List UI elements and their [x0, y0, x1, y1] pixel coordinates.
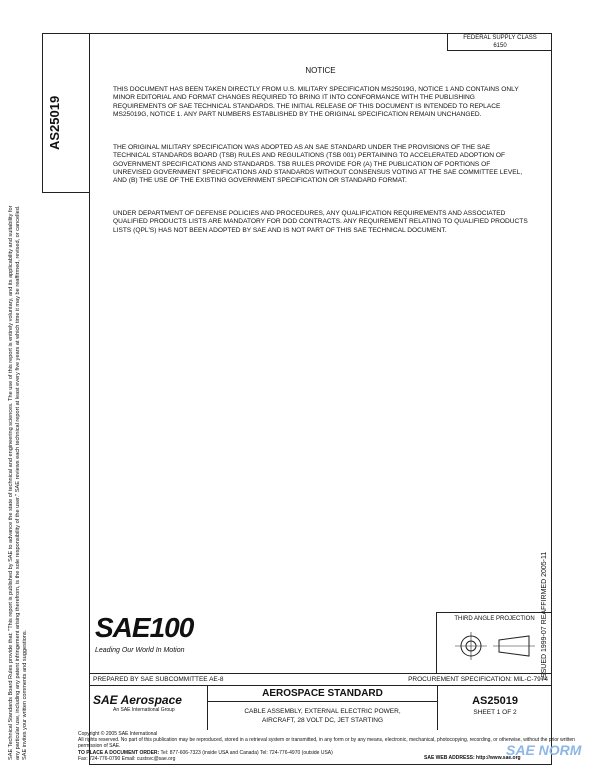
prepared-by: PREPARED BY SAE SUBCOMMITTEE AE-8	[93, 676, 224, 683]
issued-reaffirmed-stamp: ISSUED 1999-07 REAFFIRMED 2005-11	[541, 551, 548, 680]
sae100-logo: SAE100	[95, 612, 194, 643]
footer-copyright: Copyright © 2005 SAE International	[78, 731, 158, 737]
notice-title: NOTICE	[305, 66, 336, 75]
footer-fax: Fax: 724-776-0790	[78, 755, 121, 762]
logo-tagline: Leading Our World In Motion	[95, 647, 185, 654]
notice-paragraph-2: THE ORIGINAL MILITARY SPECIFICATION WAS ADOPTED AS AN SAE STANDARD UNDER THE PROVISIONS OF THE SAE TECHNICAL STANDARDS BOARD (TSB) RULES AND REGULATIONS (TSB 001) PERTAINING TO ACCELERATED ADOPTION OF GOVERNMENT SPECIFICATIONS AND STANDARDS. TSB RULES PROVIDE FOR (A) THE PUBLICATION OF PORTIONS OF UNREVISED GOVERNMENT SPECIFICATIONS AND STANDARDS WITHOUT CONSENSUS VOTING AT THE SAE COMMITTEE LEVEL, AND (B) THE USE OF THE EXISTING GOVERNMENT SPECIFICATION OR STANDARD FORMAT.	[113, 144, 523, 185]
footer-web-address[interactable]: SAE WEB ADDRESS: http://www.sae.org	[424, 755, 521, 761]
procurement-spec: PROCUREMENT SPECIFICATION: MIL-C-7974	[408, 676, 548, 683]
federal-supply-class-value: 6150	[493, 43, 507, 49]
projection-symbol-icon	[437, 622, 553, 666]
sheet-number: SHEET 1 OF 2	[473, 709, 517, 716]
footer-order-label: TO PLACE A DOCUMENT ORDER:	[78, 749, 160, 756]
doc-number-vertical: AS25019	[47, 95, 62, 150]
third-angle-label: THIRD ANGLE PROJECTION	[454, 616, 535, 622]
footer-tel2: Tel: 724-776-4970 (outside USA)	[259, 749, 333, 756]
disclaimer-vertical: SAE Technical Standards Board Rules provide that: "This report is published by SAE to advance the state of technical and engineering sciences. The use of this report is entirely voluntary, and its applicability and suitability for any particular use, including any patent infringement arising therefrom, is the sole responsibility of the user." SAE reviews each technical report at least every five years at which time it may be reaffirmed, revised, or cancelled. SAE invites your written comments and suggestions.	[8, 205, 29, 760]
standard-title-box	[208, 685, 437, 730]
footer-rights: All rights reserved. No part of this publication may be reproduced, stored in a retrieval system or transmitted, in any form or by any means, electronic, mechanical, photocopying, recording, or otherwise, without the prior written permission of SAE.	[78, 737, 575, 750]
sae-aerospace-sub: An SAE International Group	[113, 707, 175, 713]
footer-tel1: Tel: 877-606-7323 (inside USA and Canada)	[160, 749, 259, 756]
standard-description	[208, 707, 437, 725]
standard-number-box	[437, 685, 552, 730]
standard-desc-line-2: AIRCRAFT, 28 VOLT DC, JET STARTING	[261, 717, 384, 724]
sae-aerospace-box	[89, 685, 208, 730]
notice-paragraph-1: THIS DOCUMENT HAS BEEN TAKEN DIRECTLY FROM U.S. MILITARY SPECIFICATION MS25019G, NOTICE 1 AND CONTAINS ONLY MINOR EDITORIAL AND FORMAT CHANGES REQUIRED TO BRING IT INTO CONFORMANCE WITH THE PUBLISHING REQUIREMENTS OF SAE TECHNICAL STANDARDS. THE INITIAL RELEASE OF THIS DOCUMENT IS INTENDED TO REPLACE MS25019G, NOTICE 1. ANY PART NUMBERS ESTABLISHED BY THE ORIGINAL SPECIFICATION REMAIN UNCHANGED.	[113, 86, 519, 118]
footer-email: Email: custsvc@sae.org	[121, 755, 176, 762]
standard-number: AS25019	[472, 695, 518, 707]
federal-supply-class-box	[447, 33, 552, 51]
federal-supply-class-label: FEDERAL SUPPLY CLASS	[463, 35, 537, 41]
standard-title: AEROSPACE STANDARD	[208, 686, 437, 702]
sae-aerospace-brand: SAE Aerospace	[93, 693, 182, 707]
third-angle-projection-box	[436, 612, 552, 674]
sae-norm-watermark: SAE NORM	[506, 742, 582, 758]
standard-desc-line-1: CABLE ASSEMBLY, EXTERNAL ELECTRIC POWER,	[244, 708, 401, 715]
notice-paragraph-3: UNDER DEPARTMENT OF DEFENSE POLICIES AND PROCEDURES, ANY QUALIFICATION REQUIREMENTS AND ASSOCIATED QUALIFIED PRODUCTS LISTS ARE MANDATORY FOR DOD CONTRACTS. ANY REQUIREMENT RELATING TO QUALIFIED PRODUCTS LISTS (QPL'S) HAS NOT BEEN ADOPTED BY SAE AND IS NOT PART OF THIS SAE TECHNICAL DOCUMENT.	[113, 210, 528, 234]
